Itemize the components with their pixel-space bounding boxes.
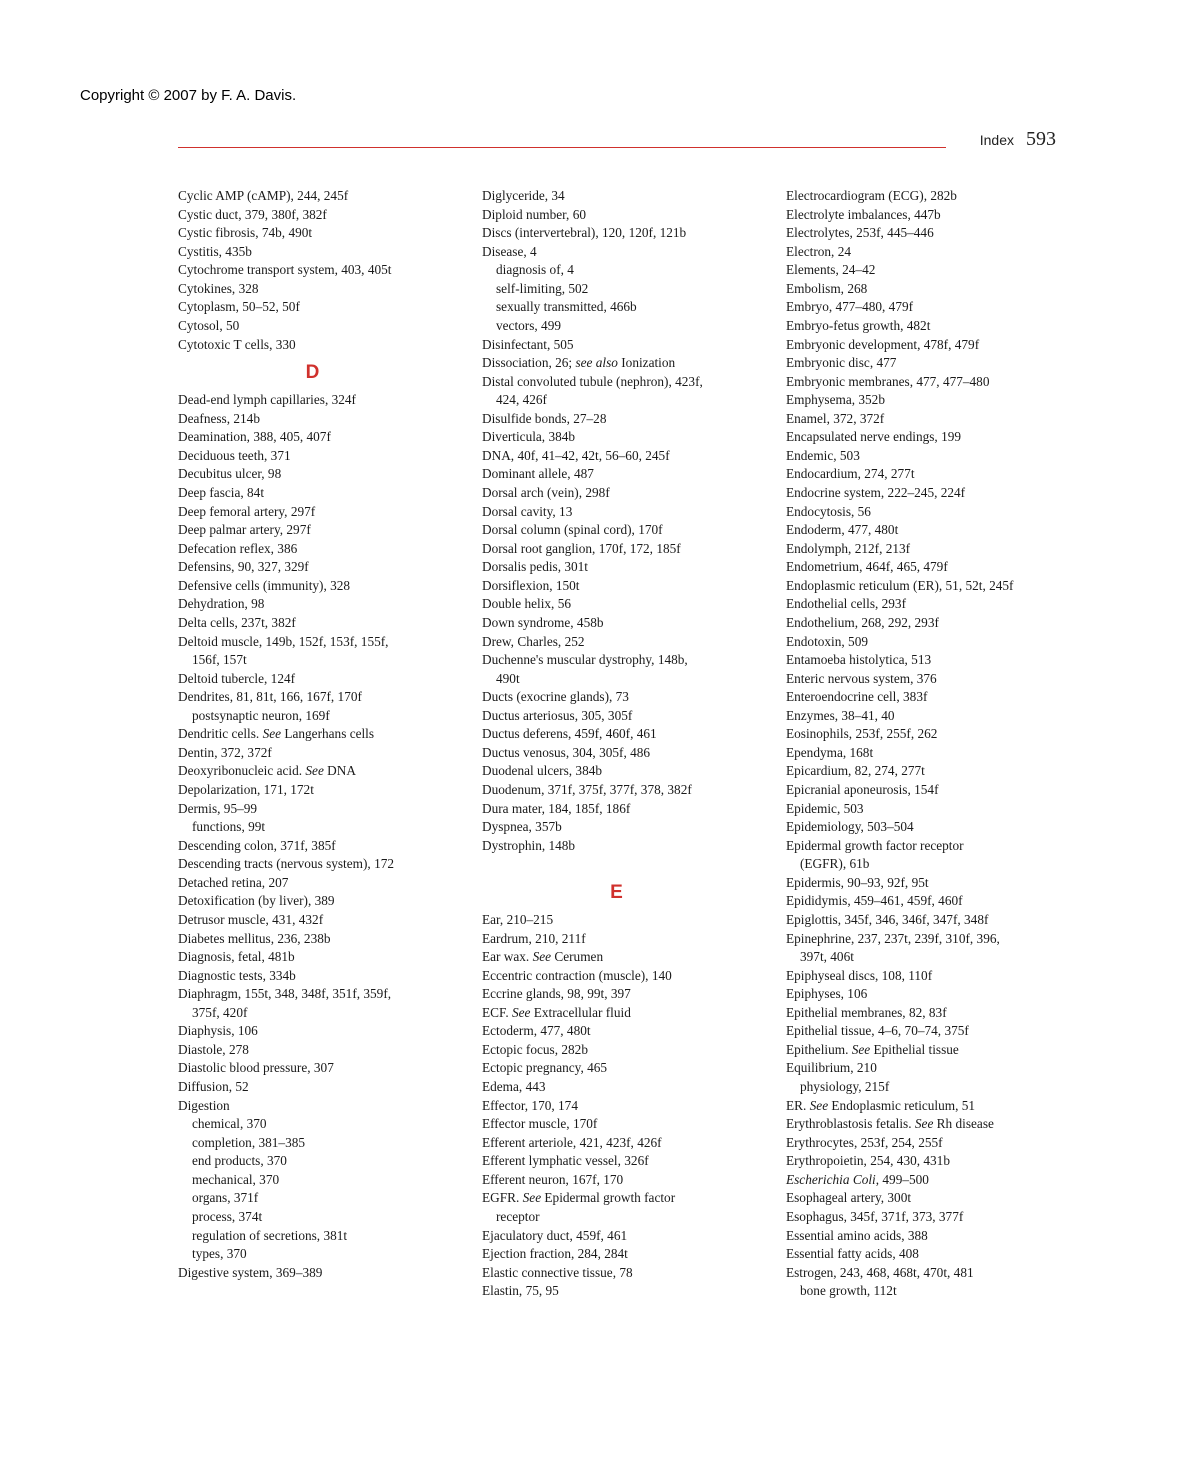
index-entry: Dorsalis pedis, 301t xyxy=(482,559,588,575)
index-entry: Efferent arteriole, 421, 423f, 426f xyxy=(482,1134,662,1150)
copyright-notice: Copyright © 2007 by F. A. Davis. xyxy=(80,87,297,104)
italic-text: See xyxy=(532,949,552,965)
index-entry: Dendrites, 81, 81t, 166, 167f, 170f xyxy=(178,689,362,705)
index-entry: Embryo, 477–480, 479f xyxy=(786,299,914,315)
index-entry: Ejaculatory duct, 459f, 461 xyxy=(482,1227,628,1243)
index-entry: Dorsal root ganglion, 170f, 172, 185f xyxy=(482,540,681,556)
index-entry-continuation: 397t, 406t xyxy=(800,949,854,965)
index-entry: Endometrium, 464f, 465, 479f xyxy=(786,559,948,575)
index-entry: Efferent lymphatic vessel, 326f xyxy=(482,1153,649,1169)
index-entry: Diastolic blood pressure, 307 xyxy=(178,1060,334,1076)
index-entry: Elastin, 75, 95 xyxy=(482,1283,559,1299)
index-entry: Descending tracts (nervous system), 172 xyxy=(178,856,395,872)
index-subentry: physiology, 215f xyxy=(800,1079,890,1094)
index-entry: Deep femoral artery, 297f xyxy=(178,503,316,519)
index-entry: Distal convoluted tubule (nephron), 423f, xyxy=(482,373,703,389)
index-entry: Dead-end lymph capillaries, 324f xyxy=(178,392,356,408)
index-entry: Electrolyte imbalances, 447b xyxy=(786,206,941,222)
index-entry: Endocrine system, 222–245, 224f xyxy=(786,485,966,500)
index-entry: Ejection fraction, 284, 284t xyxy=(482,1246,628,1262)
italic-text: See xyxy=(262,726,282,742)
index-subentry: functions, 99t xyxy=(192,819,266,835)
index-entry: Eccentric contraction (muscle), 140 xyxy=(482,967,672,983)
index-entry: Defecation reflex, 386 xyxy=(178,540,298,556)
index-entry-continuation: 156f, 157t xyxy=(192,652,247,668)
index-entry: Depolarization, 171, 172t xyxy=(178,782,314,797)
entry-text: EGFR. xyxy=(482,1190,523,1206)
italic-text: See xyxy=(305,763,324,779)
index-subentry: self-limiting, 502 xyxy=(496,280,589,296)
index-subentry: end products, 370 xyxy=(192,1153,287,1169)
index-entry: Deciduous teeth, 371 xyxy=(178,447,291,463)
index-entry: Effector muscle, 170f xyxy=(482,1116,598,1132)
index-entry: Cytokines, 328 xyxy=(178,280,259,296)
index-entry: Disulfide bonds, 27–28 xyxy=(482,410,607,426)
index-entry: Cytosol, 50 xyxy=(178,317,240,333)
entry-text: Deoxyribonucleic acid. xyxy=(178,763,306,779)
index-entry: Epicardium, 82, 274, 277t xyxy=(786,763,925,779)
index-entry: Cytotoxic T cells, 330 xyxy=(178,336,296,352)
index-entry: Ectoderm, 477, 480t xyxy=(482,1023,591,1039)
running-head xyxy=(980,128,1056,151)
index-subentry: postsynaptic neuron, 169f xyxy=(192,707,330,723)
index-entry: Disease, 4 xyxy=(482,243,537,259)
index-entry: Effector, 170, 174 xyxy=(482,1097,578,1113)
index-entry-continuation: receptor xyxy=(496,1208,540,1224)
index-entry: Endothelial cells, 293f xyxy=(786,596,907,612)
italic-text: See xyxy=(851,1041,871,1057)
entry-text: , 499–500 xyxy=(875,1171,929,1187)
index-entry-continuation: (EGFR), 61b xyxy=(800,856,870,872)
index-subentry: vectors, 499 xyxy=(496,317,561,333)
index-entry xyxy=(178,725,463,744)
index-entry: Cytoplasm, 50–52, 50f xyxy=(178,299,300,315)
index-entry: Epithelial membranes, 82, 83f xyxy=(786,1004,947,1020)
index-entry: Electrocardiogram (ECG), 282b xyxy=(786,188,957,203)
index-entry: Deep fascia, 84t xyxy=(178,485,265,500)
index-entry: Enamel, 372, 372f xyxy=(786,410,885,426)
index-entry: Diastole, 278 xyxy=(178,1041,249,1057)
index-entry: Deep palmar artery, 297f xyxy=(178,522,311,538)
index-entry-continuation: 375f, 420f xyxy=(192,1004,248,1020)
index-entry xyxy=(786,1097,1071,1116)
page-number: 593 xyxy=(1026,128,1056,150)
index-entry: Embryonic development, 478f, 479f xyxy=(786,336,980,352)
index-entry: Dominant allele, 487 xyxy=(482,466,594,482)
entry-text: Rh disease xyxy=(933,1116,994,1132)
index-entry: Estrogen, 243, 468, 468t, 470t, 481 xyxy=(786,1264,974,1280)
index-entry: Endothelium, 268, 292, 293f xyxy=(786,614,939,630)
index-subentry: diagnosis of, 4 xyxy=(496,262,574,278)
index-entry: Duodenal ulcers, 384b xyxy=(482,763,603,779)
index-subentry: bone growth, 112t xyxy=(800,1283,897,1299)
index-entry: Drew, Charles, 252 xyxy=(482,633,585,649)
index-entry: Deafness, 214b xyxy=(178,410,260,426)
index-entry: Essential amino acids, 388 xyxy=(786,1227,928,1243)
index-entry: Deltoid muscle, 149b, 152f, 153f, 155f, xyxy=(178,633,389,649)
index-entry: Defensins, 90, 327, 329f xyxy=(178,559,309,575)
index-entry xyxy=(482,1189,767,1208)
index-entry: Embolism, 268 xyxy=(786,280,868,296)
index-entry: Decubitus ulcer, 98 xyxy=(178,466,282,482)
index-entry: Embryo-fetus growth, 482t xyxy=(786,317,931,333)
index-entry: Equilibrium, 210 xyxy=(786,1060,877,1076)
entry-text: Epidermal growth factor xyxy=(541,1190,676,1206)
index-entry: Dystrophin, 148b xyxy=(482,837,576,853)
entry-text: Epithelium. xyxy=(786,1041,852,1057)
index-entry: Detached retina, 207 xyxy=(178,874,289,890)
index-entry: Diverticula, 384b xyxy=(482,429,576,445)
section-letter: D xyxy=(305,362,320,384)
index-entry: Ductus venosus, 304, 305f, 486 xyxy=(482,744,651,760)
italic-text: see also xyxy=(575,355,618,371)
index-entry: Delta cells, 237t, 382f xyxy=(178,614,296,630)
index-entry: Disinfectant, 505 xyxy=(482,336,574,352)
index-entry: Diaphragm, 155t, 348, 348f, 351f, 359f, xyxy=(178,986,392,1002)
index-entry: Cytochrome transport system, 403, 405t xyxy=(178,262,392,278)
index-entry: Esophageal artery, 300t xyxy=(786,1190,912,1206)
index-entry-continuation: 490t xyxy=(496,670,520,686)
index-entry: Double helix, 56 xyxy=(482,596,572,612)
index-entry: Diffusion, 52 xyxy=(178,1079,249,1094)
index-entry: Embryonic disc, 477 xyxy=(786,355,897,371)
italic-text: Escherichia Coli xyxy=(786,1171,876,1187)
index-entry: Edema, 443 xyxy=(482,1079,546,1094)
index-entry: Detrusor muscle, 431, 432f xyxy=(178,911,324,927)
spacer xyxy=(482,855,767,874)
index-entry: Diglyceride, 34 xyxy=(482,188,565,203)
index-subentry: process, 374t xyxy=(192,1208,263,1224)
index-entry xyxy=(482,1004,767,1023)
entry-text: Ionization xyxy=(617,355,676,371)
index-entry: Erythropoietin, 254, 430, 431b xyxy=(786,1153,950,1169)
index-entry: Electron, 24 xyxy=(786,243,851,259)
index-entry-continuation: 424, 426f xyxy=(496,392,547,408)
index-entry: Esophagus, 345f, 371f, 373, 377f xyxy=(786,1208,964,1224)
index-entry: Efferent neuron, 167f, 170 xyxy=(482,1171,624,1187)
index-entry: Discs (intervertebral), 120, 120f, 121b xyxy=(482,225,687,241)
index-entry: Epiphyseal discs, 108, 110f xyxy=(786,967,933,983)
index-entry: Diagnosis, fetal, 481b xyxy=(178,949,295,965)
index-entry: Epidemiology, 503–504 xyxy=(786,819,914,835)
index-entry: Ductus deferens, 459f, 460f, 461 xyxy=(482,726,657,742)
index-subentry: sexually transmitted, 466b xyxy=(496,299,637,315)
index-entry: Deltoid tubercle, 124f xyxy=(178,670,296,686)
index-entry: Endolymph, 212f, 213f xyxy=(786,540,911,556)
index-entry: Cyclic AMP (cAMP), 244, 245f xyxy=(178,188,349,203)
entry-text: ER. xyxy=(786,1097,810,1113)
index-entry: Descending colon, 371f, 385f xyxy=(178,837,336,853)
section-label: Index xyxy=(979,132,1014,148)
index-entry: Essential fatty acids, 408 xyxy=(786,1246,919,1262)
index-entry xyxy=(786,1041,1071,1060)
italic-text: See xyxy=(809,1097,829,1113)
index-column-1 xyxy=(178,187,463,1282)
index-entry: Cystic fibrosis, 74b, 490t xyxy=(178,225,313,241)
index-entry: Epithelial tissue, 4–6, 70–74, 375f xyxy=(786,1023,969,1039)
index-entry: Digestion xyxy=(178,1097,230,1113)
index-entry: Cystic duct, 379, 380f, 382f xyxy=(178,206,327,222)
index-entry: Deamination, 388, 405, 407f xyxy=(178,429,331,445)
entry-text: Dissociation, 26; xyxy=(482,355,576,371)
index-entry: Epidemic, 503 xyxy=(786,800,864,816)
index-entry: Dehydration, 98 xyxy=(178,596,265,612)
index-entry: Epicranial aponeurosis, 154f xyxy=(786,782,939,797)
index-entry: Diabetes mellitus, 236, 238b xyxy=(178,930,331,946)
index-entry: Epinephrine, 237, 237t, 239f, 310f, 396, xyxy=(786,930,1000,946)
index-entry: Endoplasmic reticulum (ER), 51, 52t, 245f xyxy=(786,577,1014,593)
index-entry: Emphysema, 352b xyxy=(786,392,885,408)
index-entry: Epidermis, 90–93, 92f, 95t xyxy=(786,874,929,890)
index-subentry: types, 370 xyxy=(192,1246,247,1262)
index-entry: Dura mater, 184, 185f, 186f xyxy=(482,800,631,816)
index-subentry: regulation of secretions, 381t xyxy=(192,1227,348,1243)
italic-text: See xyxy=(522,1190,542,1206)
index-subentry: completion, 381–385 xyxy=(192,1134,306,1150)
index-entry: Ectopic pregnancy, 465 xyxy=(482,1060,608,1076)
index-entry xyxy=(786,1171,1071,1190)
index-entry: Dorsal column (spinal cord), 170f xyxy=(482,522,663,538)
index-entry: Endoderm, 477, 480t xyxy=(786,522,899,538)
index-entry: Endotoxin, 509 xyxy=(786,633,868,649)
index-entry: Endocardium, 274, 277t xyxy=(786,466,915,482)
index-entry: Dermis, 95–99 xyxy=(178,800,258,816)
entry-text: DNA xyxy=(323,763,356,779)
index-entry: Down syndrome, 458b xyxy=(482,614,604,630)
index-entry xyxy=(482,354,767,373)
index-entry: Epiphyses, 106 xyxy=(786,986,868,1002)
index-entry xyxy=(786,1115,1071,1134)
index-entry: Detoxification (by liver), 389 xyxy=(178,893,335,909)
entry-text: Epithelial tissue xyxy=(870,1041,959,1057)
index-entry: Duchenne's muscular dystrophy, 148b, xyxy=(482,652,688,668)
header-rule xyxy=(178,147,946,148)
entry-text: Endoplasmic reticulum, 51 xyxy=(828,1097,976,1113)
index-subentry: mechanical, 370 xyxy=(192,1171,280,1187)
index-entry: Enzymes, 38–41, 40 xyxy=(786,707,895,723)
index-entry: Ependyma, 168t xyxy=(786,744,874,760)
index-entry: Defensive cells (immunity), 328 xyxy=(178,577,351,593)
index-entry: Embryonic membranes, 477, 477–480 xyxy=(786,373,990,389)
index-subentry: organs, 371f xyxy=(192,1190,259,1206)
index-entry: Eccrine glands, 98, 99t, 397 xyxy=(482,986,631,1002)
italic-text: See xyxy=(511,1004,531,1020)
index-entry: Diploid number, 60 xyxy=(482,206,586,222)
index-entry: Epididymis, 459–461, 459f, 460f xyxy=(786,893,963,909)
index-entry: Eosinophils, 253f, 255f, 262 xyxy=(786,726,938,742)
entry-text: Ear wax. xyxy=(482,949,533,965)
index-entry: Ductus arteriosus, 305, 305f xyxy=(482,707,633,723)
index-subentry: chemical, 370 xyxy=(192,1116,267,1132)
entry-text: ECF. xyxy=(482,1004,512,1020)
index-entry: Cystitis, 435b xyxy=(178,243,252,259)
index-entry: Dentin, 372, 372f xyxy=(178,744,272,760)
index-entry: Ducts (exocrine glands), 73 xyxy=(482,689,629,705)
index-entry: Enteroendocrine cell, 383f xyxy=(786,689,928,705)
index-entry: Erythrocytes, 253f, 254, 255f xyxy=(786,1134,943,1150)
index-entry: Endocytosis, 56 xyxy=(786,503,871,519)
index-entry: Electrolytes, 253f, 445–446 xyxy=(786,225,934,241)
index-entry: Dyspnea, 357b xyxy=(482,819,562,835)
index-entry: Digestive system, 369–389 xyxy=(178,1264,323,1280)
index-entry: Elements, 24–42 xyxy=(786,262,876,278)
index-entry: Epidermal growth factor receptor xyxy=(786,837,964,853)
index-entry: Entamoeba histolytica, 513 xyxy=(786,652,932,668)
index-entry: Dorsiflexion, 150t xyxy=(482,577,580,593)
section-letter: E xyxy=(610,881,623,903)
index-entry: Dorsal cavity, 13 xyxy=(482,503,573,519)
entry-text: Dendritic cells. xyxy=(178,726,263,742)
index-entry: Ear, 210–215 xyxy=(482,911,554,927)
index-entry: Eardrum, 210, 211f xyxy=(482,930,586,946)
index-entry: Encapsulated nerve endings, 199 xyxy=(786,429,962,445)
index-column-3 xyxy=(786,187,1071,1301)
index-entry: Diaphysis, 106 xyxy=(178,1023,258,1039)
index-entry: Duodenum, 371f, 375f, 377f, 378, 382f xyxy=(482,782,692,797)
index-entry: Dorsal arch (vein), 298f xyxy=(482,485,610,500)
index-entry: Ectopic focus, 282b xyxy=(482,1041,588,1057)
index-column-2 xyxy=(482,187,767,1301)
index-entry xyxy=(178,762,463,781)
index-entry: DNA, 40f, 41–42, 42t, 56–60, 245f xyxy=(482,447,670,463)
entry-text: Cerumen xyxy=(551,949,604,965)
index-entry: Diagnostic tests, 334b xyxy=(178,967,296,983)
entry-text: Langerhans cells xyxy=(281,726,375,742)
italic-text: See xyxy=(914,1116,934,1132)
entry-text: Erythroblastosis fetalis. xyxy=(786,1116,915,1132)
entry-text: Extracellular fluid xyxy=(530,1004,631,1020)
index-entry: Endemic, 503 xyxy=(786,447,860,463)
index-entry: Elastic connective tissue, 78 xyxy=(482,1264,633,1280)
index-entry: Enteric nervous system, 376 xyxy=(786,670,937,686)
index-entry: Epiglottis, 345f, 346, 346f, 347f, 348f xyxy=(786,911,989,927)
index-entry xyxy=(482,948,767,967)
